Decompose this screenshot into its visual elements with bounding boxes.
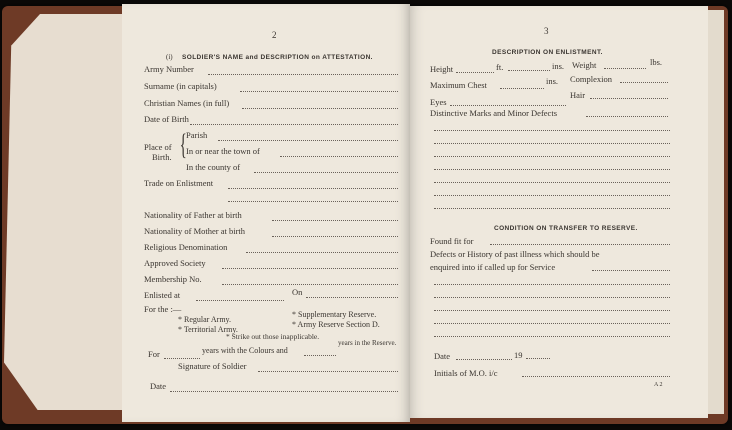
- weight-label: Weight: [572, 60, 597, 70]
- trade-label: Trade on Enlistment: [144, 178, 214, 188]
- nationality-father-line[interactable]: [272, 220, 398, 221]
- marks-line-3[interactable]: [434, 156, 670, 157]
- reserve-date-line[interactable]: [456, 359, 512, 360]
- religion-label: Religious Denomination: [144, 242, 228, 252]
- date-label: Date: [150, 381, 167, 391]
- nationality-father-label: Nationality of Father at birth: [144, 210, 242, 220]
- reserve-years-line[interactable]: [304, 355, 336, 356]
- brace-icon: {: [179, 128, 187, 161]
- complexion-line[interactable]: [620, 82, 668, 83]
- initials-label: Initials of M.O. i/c: [434, 368, 498, 378]
- birth-label: Birth.: [152, 152, 172, 162]
- parish-line[interactable]: [218, 140, 398, 141]
- defects-line-1[interactable]: [434, 284, 670, 285]
- reserve-date-label: Date: [434, 351, 451, 361]
- defects-line-4[interactable]: [434, 323, 670, 324]
- regular-army-option: * Regular Army.: [178, 315, 232, 324]
- height-label: Height: [430, 64, 454, 74]
- marks-line-6[interactable]: [434, 195, 670, 196]
- inside-cover-flap: [4, 14, 124, 410]
- distinctive-marks-label: Distinctive Marks and Minor Defects: [430, 108, 557, 118]
- membership-line[interactable]: [222, 284, 398, 285]
- weight-line[interactable]: [604, 68, 646, 69]
- enlisted-at-line[interactable]: [196, 300, 284, 301]
- county-label: In the county of: [186, 162, 241, 172]
- on-label: On: [292, 287, 303, 297]
- complexion-label: Complexion: [570, 74, 613, 84]
- near-town-line[interactable]: [280, 156, 398, 157]
- strike-out-note: * Strike out those inapplicable.: [226, 332, 320, 341]
- on-line[interactable]: [306, 297, 398, 298]
- army-reserve-option: * Army Reserve Section D.: [292, 320, 380, 329]
- parish-label: Parish: [186, 130, 208, 140]
- height-ins-line[interactable]: [508, 70, 550, 71]
- colours-years-line[interactable]: [164, 358, 200, 359]
- signature-label: Signature of Soldier: [178, 361, 247, 371]
- right-page: [410, 6, 708, 418]
- near-town-label: In or near the town of: [186, 146, 260, 156]
- hair-line[interactable]: [590, 98, 668, 99]
- eyes-line[interactable]: [450, 105, 566, 106]
- surname-line[interactable]: [240, 91, 398, 92]
- defects-line-2[interactable]: [434, 297, 670, 298]
- left-page: [122, 4, 410, 422]
- date-line[interactable]: [170, 391, 398, 392]
- marks-line-4[interactable]: [434, 169, 670, 170]
- county-line[interactable]: [254, 172, 398, 173]
- hair-label: Hair: [570, 90, 586, 100]
- initials-line[interactable]: [522, 376, 670, 377]
- years-colours-label: years with the Colours and: [202, 346, 288, 355]
- section-number: (i): [166, 53, 173, 61]
- max-chest-line[interactable]: [500, 88, 544, 89]
- eyes-label: Eyes: [430, 97, 447, 107]
- ins-label: ins.: [552, 61, 565, 71]
- society-label: Approved Society: [144, 258, 206, 268]
- supplementary-reserve-option: * Supplementary Reserve.: [292, 310, 377, 319]
- defects-line-1-text: Defects or History of past illness which should be: [430, 249, 600, 259]
- defects-line-2-text: enquired into if called up for Service: [430, 262, 556, 272]
- for-years-label: For: [148, 349, 160, 359]
- trade-line-1[interactable]: [228, 188, 398, 189]
- ft-label: ft.: [496, 62, 504, 72]
- reserve-heading: CONDITION ON TRANSFER TO RESERVE.: [494, 225, 638, 232]
- date-of-birth-label: Date of Birth: [144, 114, 189, 124]
- surname-label: Surname (in capitals): [144, 81, 217, 91]
- religion-line[interactable]: [246, 252, 398, 253]
- section-heading: SOLDIER'S NAME and DESCRIPTION on ATTESTATION.: [182, 54, 373, 61]
- marks-line-2[interactable]: [434, 143, 670, 144]
- place-of-label: Place of: [144, 142, 172, 152]
- army-number-label: Army Number: [144, 64, 194, 74]
- page-number: 2: [272, 30, 277, 40]
- years-reserve-label: years in the Reserve.: [338, 339, 397, 347]
- height-ft-line[interactable]: [456, 72, 494, 73]
- defects-line-0[interactable]: [592, 270, 670, 271]
- membership-label: Membership No.: [144, 274, 202, 284]
- year-line[interactable]: [526, 358, 550, 359]
- marks-line-1[interactable]: [434, 130, 670, 131]
- for-the-label: For the :—: [144, 304, 182, 314]
- signature-line[interactable]: [258, 371, 398, 372]
- defects-line-5[interactable]: [434, 336, 670, 337]
- marks-line-0[interactable]: [586, 116, 668, 117]
- signature-mark: A 2: [654, 382, 663, 388]
- enlistment-heading: DESCRIPTION ON ENLISTMENT.: [492, 49, 603, 56]
- army-number-line[interactable]: [208, 74, 398, 75]
- date-of-birth-line[interactable]: [190, 124, 398, 125]
- society-line[interactable]: [222, 268, 398, 269]
- enlisted-at-label: Enlisted at: [144, 290, 181, 300]
- found-fit-label: Found fit for: [430, 236, 474, 246]
- trade-line-2[interactable]: [228, 201, 398, 202]
- christian-names-line[interactable]: [242, 108, 398, 109]
- found-fit-line[interactable]: [490, 244, 670, 245]
- defects-line-3[interactable]: [434, 310, 670, 311]
- lbs-label: lbs.: [650, 57, 663, 67]
- territorial-army-option: * Territorial Army.: [178, 325, 238, 334]
- nationality-mother-line[interactable]: [272, 236, 398, 237]
- marks-line-7[interactable]: [434, 208, 670, 209]
- year-prefix: 19: [514, 350, 523, 360]
- ins-label-2: ins.: [546, 76, 559, 86]
- max-chest-label: Maximum Chest: [430, 80, 487, 90]
- nationality-mother-label: Nationality of Mother at birth: [144, 226, 246, 236]
- marks-line-5[interactable]: [434, 182, 670, 183]
- christian-names-label: Christian Names (in full): [144, 98, 230, 108]
- page-number: 3: [544, 26, 549, 36]
